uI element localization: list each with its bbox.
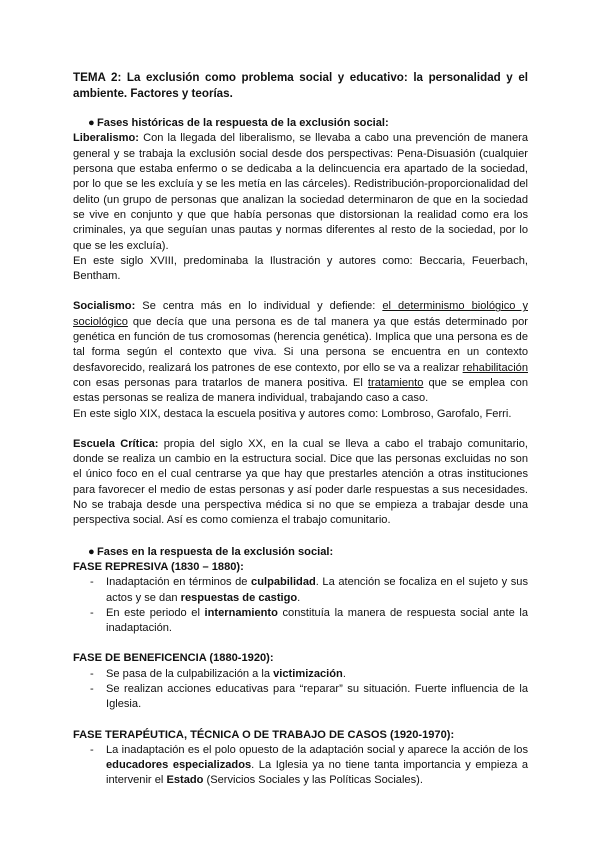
liberalismo-text: Con la llegada del liberalismo, se llevaba a cabo una prevención de manera general y se trabaja la exclusión social desde dos perspectivas: Pena-Disuasión (cualquier persona que estaba enfermo o se dedicaba a la delincuencia era apartado de la sociedad, por lo que se les excluía y se les metía en las cárceles). Redistribución-proporcionalidad del delito (un grupo de personas que analizan la sociedad determinaron de que en la sociedad se vive en conjunto y que que había personas que distorsionan la realidad como era los criminales, ya que seguían unas pautas y normas diferentes al resto de la sociedad, por lo que se les excluía).	[73, 132, 528, 252]
text: .	[342, 667, 346, 680]
text: En este periodo el	[106, 606, 205, 619]
text: . La atención se focaliza en el sujeto y sus actos y se dan	[106, 576, 528, 604]
document-content	[73, 70, 528, 789]
underlined-tratamiento: tratamiento	[367, 376, 424, 389]
fase-represiva-title: FASE REPRESIVA (1830 – 1880):	[73, 560, 244, 573]
text: Inadaptación en términos de	[106, 576, 252, 589]
term-escuela-critica: Escuela Crítica:	[73, 437, 159, 450]
document-title: TEMA 2: La exclusión como problema social y educativo: la personalidad y el ambiente. Factores y teorías.	[73, 71, 528, 100]
socialismo-text-3: con esas personas para tratarlos de manera positiva. El	[73, 376, 368, 389]
critica-text: propia del siglo XX, en la cual se lleva a cabo el trabajo comunitario, donde se realiza un cambio en la estructura social. Dice que las personas excluidas no son el único foco en el cual centrarse ya que hay que prestarles atención a otras instituciones para favorecer el medio de estas personas y así poder darle respuestas a sus necesidades. No se trabaja desde una perspectiva médica si no que se empieza a trabajar desde una perspectiva social. Así es como comienza el trabajo comunitario.	[73, 437, 528, 527]
fase-terapeutica-title: FASE TERAPÉUTICA, TÉCNICA O DE TRABAJO DE CASOS (1920-1970):	[73, 728, 455, 741]
text: La inadaptación es el polo opuesto de la adaptación social y aparece la acción de los	[106, 743, 528, 756]
underlined-determinismo: el determinismo biológico y sociológico	[73, 300, 528, 328]
text: (Servicios Sociales y las Políticas Sociales).	[203, 774, 423, 787]
dash-icon: -	[90, 743, 94, 756]
text: Se pasa de la culpabilización a la	[106, 667, 274, 680]
underlined-rehabilitacion: rehabilitación	[462, 361, 528, 374]
fase-represiva-list	[73, 575, 528, 636]
dash-icon: -	[90, 576, 94, 589]
socialismo-text-1: Se centra más en lo individual y defiende:	[135, 300, 383, 313]
paragraph-escuela-critica	[73, 437, 528, 529]
paragraph-liberalismo	[73, 131, 528, 253]
term-socialismo: Socialismo:	[73, 300, 136, 313]
fase-beneficencia	[73, 651, 528, 712]
dash-icon: -	[90, 667, 94, 680]
socialismo-text-4: que se emplea con estas personas se realiza de manera individual, trabajando caso a caso.	[73, 376, 528, 405]
list-item	[73, 575, 528, 606]
list-item	[73, 682, 528, 713]
bold-estado: Estado	[166, 774, 204, 787]
dash-icon: -	[90, 606, 94, 619]
paragraph-socialismo-century: En este siglo XIX, destaca la escuela positiva y autores como: Lombroso, Garofalo, Ferri.	[73, 407, 512, 420]
list-item	[73, 743, 528, 789]
bullet-icon: ●	[88, 545, 95, 558]
fase-terapeutica-list	[73, 743, 528, 789]
list-item	[73, 606, 528, 637]
text: .	[297, 591, 301, 604]
paragraph-liberalismo-century: En este siglo XVIII, predominaba la Ilustración y autores como: Beccaria, Feuerbach, Bentham.	[73, 254, 528, 283]
text: Se realizan acciones educativas para “reparar” su situación. Fuerte influencia de la Iglesia.	[106, 682, 528, 711]
socialismo-text-2: que decía que una persona es de tal manera ya que estás determinado por genética en función de tus cromosomas (herencia genética). Implica que una persona es de tal forma según el contexto que viva. Si una persona se encuentra en un contexto desfavorecido, realizará los patrones de ese contexto, por ello se va a realizar	[73, 315, 528, 374]
list-item	[73, 667, 528, 682]
fase-beneficencia-title: FASE DE BENEFICENCIA (1880-1920):	[73, 652, 274, 665]
section-heading-text: Fases en la respuesta de la exclusión social:	[97, 545, 334, 558]
bold-victimizacion: victimización	[273, 667, 343, 680]
text: constituía la manera de respuesta social ante la inadaptación.	[106, 606, 528, 635]
term-liberalismo: Liberalismo:	[73, 132, 139, 145]
bold-educadores: educadores especializados	[106, 759, 252, 772]
section-heading-historical-phases	[73, 116, 528, 131]
section-heading-text: Fases históricas de la respuesta de la exclusión social:	[97, 117, 389, 130]
paragraph-socialismo	[73, 299, 528, 406]
fase-represiva	[73, 560, 528, 636]
dash-icon: -	[90, 682, 94, 695]
text: . La Iglesia ya no tiene tanta importancia y empieza a intervenir el	[106, 759, 529, 787]
fase-terapeutica	[73, 728, 528, 789]
section-heading-response-phases	[73, 545, 528, 560]
bold-culpabilidad: culpabilidad	[251, 576, 316, 589]
fase-beneficencia-list	[73, 667, 528, 713]
bold-internamiento: internamiento	[204, 606, 278, 619]
bullet-icon: ●	[88, 117, 95, 130]
bold-respuestas-castigo: respuestas de castigo	[180, 591, 298, 604]
